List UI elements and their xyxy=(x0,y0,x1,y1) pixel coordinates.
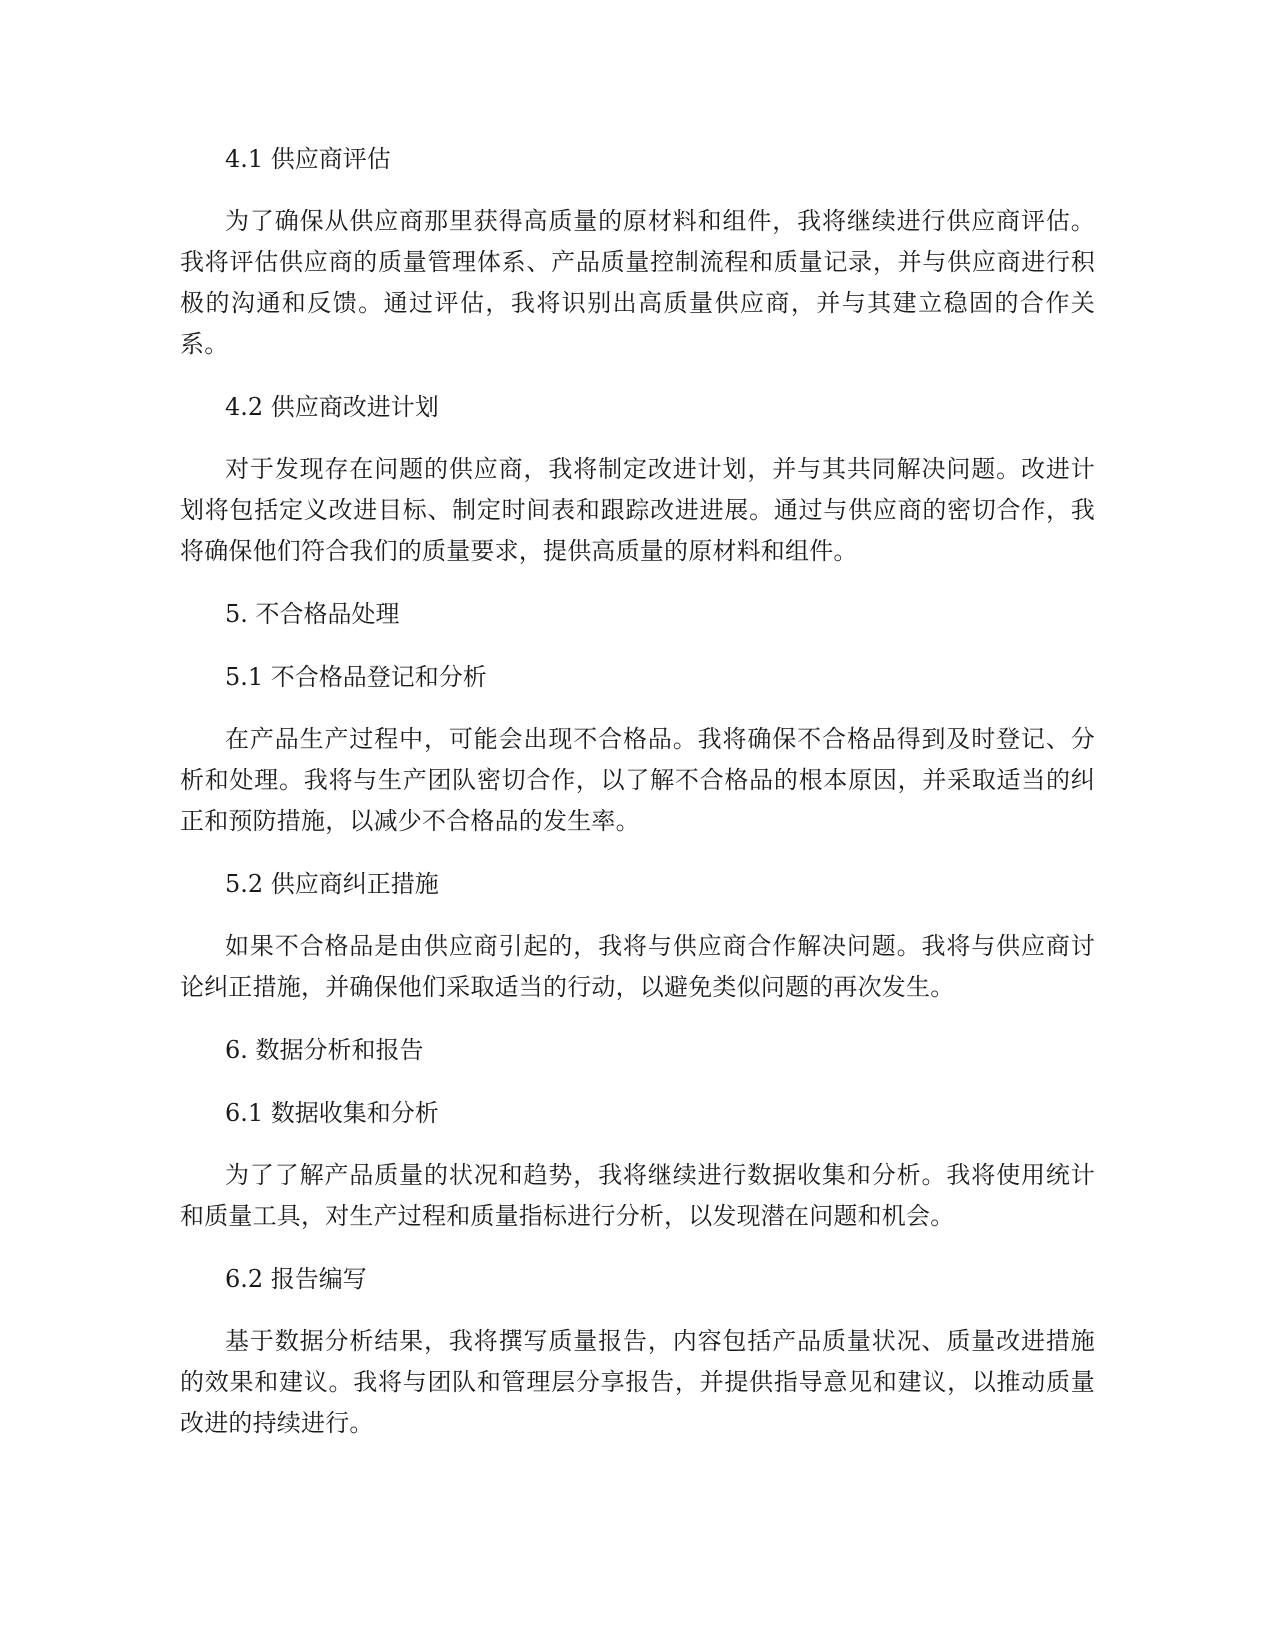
section-heading-5-1: 5.1 不合格品登记和分析 xyxy=(225,663,487,691)
paragraph-supplier-improvement: 对于发现存在问题的供应商，我将制定改进计划，并与其共同解决问题。改进计划将包括定义改进目标、制定时间表和跟踪改进进展。通过与供应商的密切合作，我将确保他们符合我们的质量要求，提供高质量的原材料和组件。 xyxy=(180,455,1095,565)
section-heading-4-2: 4.2 供应商改进计划 xyxy=(225,393,439,421)
section-heading-6-2: 6.2 报告编写 xyxy=(225,1265,367,1293)
section-heading-5: 5. 不合格品处理 xyxy=(225,600,400,628)
paragraph-supplier-evaluation: 为了确保从供应商那里获得高质量的原材料和组件，我将继续进行供应商评估。我将评估供应商的质量管理体系、产品质量控制流程和质量记录，并与供应商进行积极的沟通和反馈。通过评估，我将识别出高质量供应商，并与其建立稳固的合作关系。 xyxy=(180,207,1095,358)
paragraph-nonconforming-registration: 在产品生产过程中，可能会出现不合格品。我将确保不合格品得到及时登记、分析和处理。我将与生产团队密切合作，以了解不合格品的根本原因，并采取适当的纠正和预防措施，以减少不合格品的发生率。 xyxy=(180,725,1095,835)
section-heading-6-1: 6.1 数据收集和分析 xyxy=(225,1099,439,1127)
section-heading-5-2: 5.2 供应商纠正措施 xyxy=(225,870,439,898)
paragraph-supplier-corrective-actions: 如果不合格品是由供应商引起的，我将与供应商合作解决问题。我将与供应商讨论纠正措施，并确保他们采取适当的行动，以避免类似问题的再次发生。 xyxy=(180,932,1095,1001)
section-heading-4-1: 4.1 供应商评估 xyxy=(225,145,391,173)
document-page xyxy=(180,138,1095,1465)
section-heading-6: 6. 数据分析和报告 xyxy=(225,1036,424,1064)
paragraph-data-collection: 为了了解产品质量的状况和趋势，我将继续进行数据收集和分析。我将使用统计和质量工具，对生产过程和质量指标进行分析，以发现潜在问题和机会。 xyxy=(180,1161,1095,1230)
paragraph-report-writing: 基于数据分析结果，我将撰写质量报告，内容包括产品质量状况、质量改进措施的效果和建议。我将与团队和管理层分享报告，并提供指导意见和建议，以推动质量改进的持续进行。 xyxy=(180,1327,1095,1437)
